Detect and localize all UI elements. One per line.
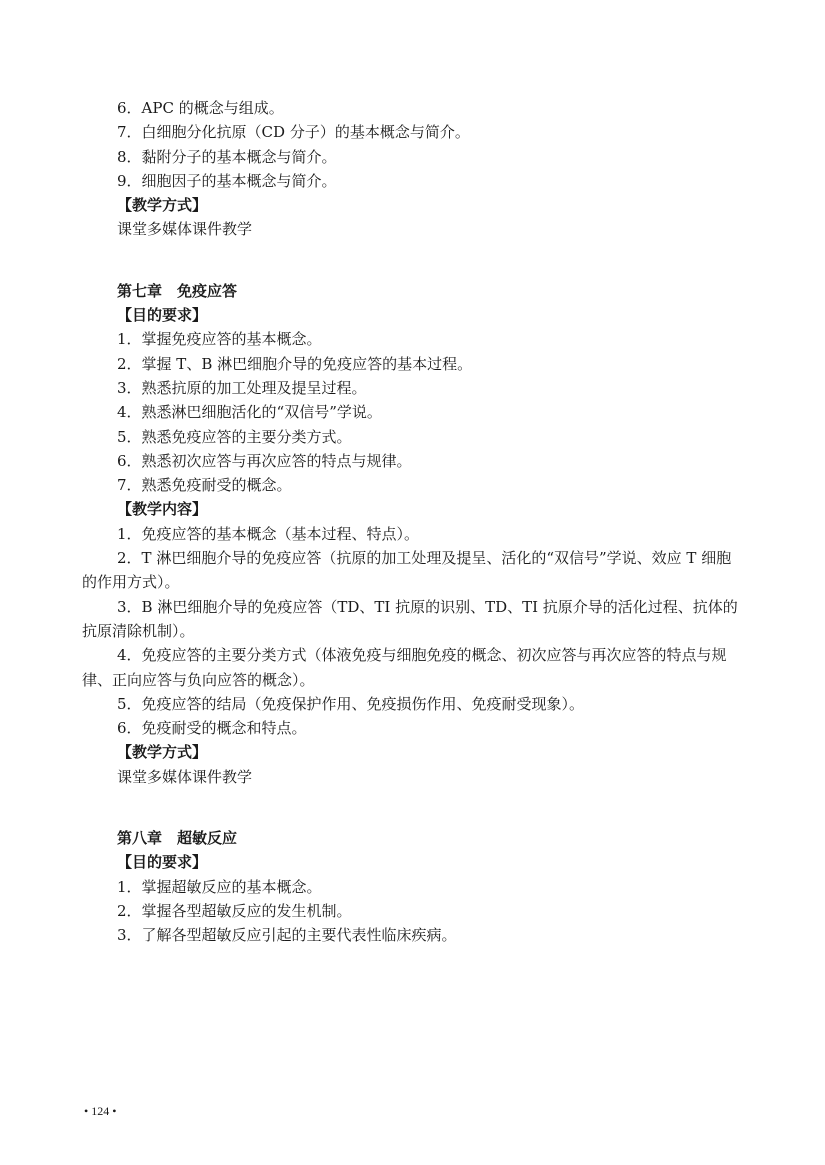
list-item: 6．APC 的概念与组成。: [117, 99, 284, 117]
list-item: 8．黏附分子的基本概念与简介。: [117, 147, 337, 166]
content-item: 1．免疫应答的基本概念（基本过程、特点）。: [117, 524, 420, 543]
page-number: • 124 •: [84, 1104, 117, 1118]
objective-item: 1．掌握超敏反应的基本概念。: [117, 877, 322, 896]
teaching-method-text: 课堂多媒体课件教学: [117, 220, 253, 239]
objective-item: 4．熟悉淋巴细胞活化的“双信号”学说。: [117, 403, 382, 422]
section-gap: [82, 789, 746, 826]
objective-item: 5．熟悉免疫应答的主要分类方式。: [117, 427, 352, 446]
content-item: 3．B 淋巴细胞介导的免疫应答（TD、TI 抗原的识别、TD、TI 抗原介导的活化过程、抗体的抗原清除机制）。: [82, 597, 738, 640]
teaching-method-heading: 【教学方式】: [117, 196, 208, 215]
list-item: 9．细胞因子的基本概念与简介。: [117, 171, 337, 190]
objectives-heading: 【目的要求】: [117, 853, 208, 872]
objective-item: 1．掌握免疫应答的基本概念。: [117, 330, 322, 349]
teaching-method-text: 课堂多媒体课件教学: [117, 767, 253, 786]
teaching-content-heading: 【教学内容】: [117, 500, 208, 519]
objective-item: 2．掌握 T、B 淋巴细胞介导的免疫应答的基本过程。: [117, 354, 473, 373]
page-content: [82, 96, 746, 948]
chapter-8-title: 第八章 超敏反应: [117, 829, 238, 848]
objective-item: 3．熟悉抗原的加工处理及提呈过程。: [117, 378, 367, 397]
objective-item: 6．熟悉初次应答与再次应答的特点与规律。: [117, 451, 412, 470]
content-item: 2．T 淋巴细胞介导的免疫应答（抗原的加工处理及提呈、活化的“双信号”学说、效应 T 细胞的作用方式）。: [82, 549, 732, 592]
objectives-heading: 【目的要求】: [117, 306, 208, 325]
content-item: 4．免疫应答的主要分类方式（体液免疫与细胞免疫的概念、初次应答与再次应答的特点与规律、正向应答与负向应答的概念）。: [82, 646, 727, 689]
objective-item: 7．熟悉免疫耐受的概念。: [117, 476, 292, 495]
chapter-7-title: 第七章 免疫应答: [117, 281, 238, 300]
content-item: 5．免疫应答的结局（免疫保护作用、免疫损伤作用、免疫耐受现象）。: [117, 694, 585, 713]
teaching-method-heading: 【教学方式】: [117, 743, 208, 762]
objective-item: 3．了解各型超敏反应引起的主要代表性临床疾病。: [117, 926, 457, 945]
list-item: 7．白细胞分化抗原（CD 分子）的基本概念与简介。: [117, 123, 470, 142]
section-gap: [82, 242, 746, 279]
objective-item: 2．掌握各型超敏反应的发生机制。: [117, 901, 352, 920]
content-item: 6．免疫耐受的概念和特点。: [117, 719, 307, 738]
